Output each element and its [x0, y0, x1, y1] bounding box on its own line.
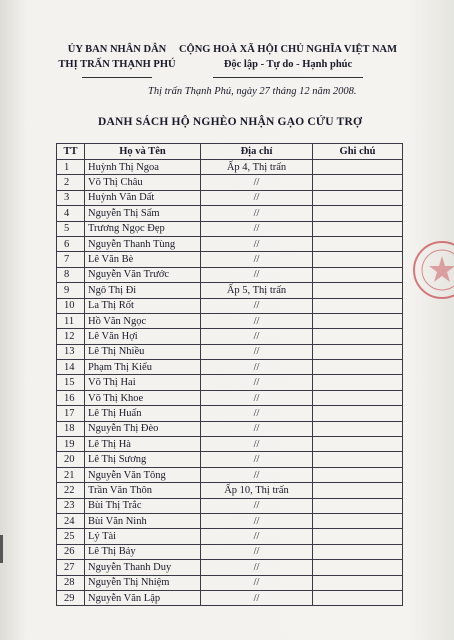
issuer-line-2: THỊ TRẤN THẠNH PHÚ	[58, 59, 176, 70]
row-name: Huỳnh Văn Dất	[85, 190, 201, 205]
row-number: 20	[57, 452, 85, 467]
row-number: 6	[57, 236, 85, 251]
row-number: 2	[57, 175, 85, 190]
col-header-note: Ghi chú	[313, 144, 403, 160]
row-name: Nguyễn Thanh Duy	[85, 560, 201, 575]
table-row	[57, 206, 403, 221]
col-header-name: Họ và Tên	[85, 144, 201, 160]
row-note	[313, 283, 403, 298]
row-name: Võ Thị Khoe	[85, 390, 201, 405]
national-title: CỘNG HOÀ XÃ HỘI CHỦ NGHĨA VIỆT NAM	[178, 44, 398, 55]
row-name: Lê Văn Bè	[85, 252, 201, 267]
row-note	[313, 221, 403, 236]
table-row	[57, 483, 403, 498]
col-header-address: Địa chỉ	[201, 144, 313, 160]
row-number: 16	[57, 390, 85, 405]
row-address: //	[201, 467, 313, 482]
row-note	[313, 360, 403, 375]
row-address: //	[201, 360, 313, 375]
row-number: 24	[57, 513, 85, 528]
row-note	[313, 252, 403, 267]
row-note	[313, 529, 403, 544]
row-note	[313, 267, 403, 282]
row-name: Lê Thị Sương	[85, 452, 201, 467]
row-note	[313, 190, 403, 205]
table-row	[57, 344, 403, 359]
official-seal-stamp	[410, 238, 454, 302]
table-header-row	[57, 144, 403, 160]
row-number: 7	[57, 252, 85, 267]
table-row	[57, 467, 403, 482]
row-name: Nguyễn Thị Nhiệm	[85, 575, 201, 590]
row-address: Ấp 4, Thị trấn	[201, 160, 313, 175]
row-note	[313, 375, 403, 390]
row-number: 23	[57, 498, 85, 513]
row-number: 28	[57, 575, 85, 590]
row-address: //	[201, 544, 313, 559]
row-number: 27	[57, 560, 85, 575]
row-note	[313, 437, 403, 452]
row-note	[313, 513, 403, 528]
row-number: 14	[57, 360, 85, 375]
row-name: Bùi Thị Trắc	[85, 498, 201, 513]
table-row	[57, 452, 403, 467]
row-address: //	[201, 529, 313, 544]
row-address: //	[201, 375, 313, 390]
table-row	[57, 329, 403, 344]
row-note	[313, 421, 403, 436]
row-name: Nguyễn Thị Sấm	[85, 206, 201, 221]
row-address: //	[201, 390, 313, 405]
row-address: //	[201, 421, 313, 436]
document-title: DANH SÁCH HỘ NGHÈO NHẬN GẠO CỨU TRỢ	[98, 116, 363, 128]
row-name: Nguyễn Thanh Tùng	[85, 236, 201, 251]
row-name: Lê Văn Hợi	[85, 329, 201, 344]
row-name: Nguyễn Văn Trước	[85, 267, 201, 282]
row-name: Nguyễn Văn Lập	[85, 590, 201, 605]
row-name: Nguyễn Văn Tông	[85, 467, 201, 482]
row-number: 5	[57, 221, 85, 236]
row-name: Lê Thị Huấn	[85, 406, 201, 421]
table-row	[57, 267, 403, 282]
row-name: Hồ Văn Ngọc	[85, 313, 201, 328]
row-note	[313, 544, 403, 559]
row-note	[313, 175, 403, 190]
motto-underline	[213, 77, 363, 78]
row-note	[313, 313, 403, 328]
table-row	[57, 590, 403, 605]
row-note	[313, 329, 403, 344]
row-number: 18	[57, 421, 85, 436]
table-row	[57, 575, 403, 590]
table-row	[57, 406, 403, 421]
row-address: //	[201, 236, 313, 251]
row-number: 8	[57, 267, 85, 282]
row-address: //	[201, 590, 313, 605]
row-number: 25	[57, 529, 85, 544]
household-table	[56, 143, 403, 606]
row-name: La Thị Rốt	[85, 298, 201, 313]
row-note	[313, 498, 403, 513]
row-number: 19	[57, 437, 85, 452]
row-number: 29	[57, 590, 85, 605]
row-name: Lê Thị Hà	[85, 437, 201, 452]
binder-hole-mark	[0, 535, 3, 563]
date-line: Thị trấn Thạnh Phú, ngày 27 tháng 12 năm 2008.	[148, 86, 357, 97]
row-note	[313, 344, 403, 359]
row-address: Ấp 5, Thị trấn	[201, 283, 313, 298]
row-address: //	[201, 252, 313, 267]
row-name: Lê Thị Nhiều	[85, 344, 201, 359]
row-number: 1	[57, 160, 85, 175]
row-name: Nguyễn Thị Đèo	[85, 421, 201, 436]
row-name: Ngô Thị Đi	[85, 283, 201, 298]
row-note	[313, 206, 403, 221]
row-name: Trần Văn Thôn	[85, 483, 201, 498]
row-address: //	[201, 437, 313, 452]
row-note	[313, 236, 403, 251]
row-note	[313, 406, 403, 421]
row-number: 10	[57, 298, 85, 313]
table-row	[57, 283, 403, 298]
row-note	[313, 452, 403, 467]
row-address: //	[201, 313, 313, 328]
table-row	[57, 544, 403, 559]
row-name: Lý Tài	[85, 529, 201, 544]
table-row	[57, 390, 403, 405]
row-address: //	[201, 498, 313, 513]
row-name: Trương Ngọc Đẹp	[85, 221, 201, 236]
table-row	[57, 560, 403, 575]
issuer-underline	[82, 77, 152, 78]
issuer-header	[52, 42, 182, 78]
row-address: //	[201, 406, 313, 421]
row-number: 26	[57, 544, 85, 559]
row-address: //	[201, 175, 313, 190]
table-row	[57, 437, 403, 452]
row-address: //	[201, 221, 313, 236]
row-note	[313, 560, 403, 575]
table-row	[57, 160, 403, 175]
row-address: //	[201, 560, 313, 575]
row-number: 21	[57, 467, 85, 482]
table-row	[57, 375, 403, 390]
row-address: //	[201, 575, 313, 590]
row-address: //	[201, 452, 313, 467]
row-name: Võ Thị Hai	[85, 375, 201, 390]
row-address: Ấp 10, Thị trấn	[201, 483, 313, 498]
table-row	[57, 298, 403, 313]
row-address: //	[201, 329, 313, 344]
row-address: //	[201, 267, 313, 282]
table-row	[57, 252, 403, 267]
row-address: //	[201, 513, 313, 528]
row-name: Lê Thị Bảy	[85, 544, 201, 559]
row-number: 11	[57, 313, 85, 328]
row-address: //	[201, 190, 313, 205]
row-note	[313, 390, 403, 405]
row-number: 3	[57, 190, 85, 205]
national-header	[174, 42, 402, 78]
row-note	[313, 298, 403, 313]
row-name: Võ Thị Châu	[85, 175, 201, 190]
row-name: Bùi Văn Ninh	[85, 513, 201, 528]
issuer-line-1: ỦY BAN NHÂN DÂN	[67, 44, 167, 55]
national-motto: Độc lập - Tự do - Hạnh phúc	[223, 59, 353, 70]
table-row	[57, 360, 403, 375]
row-note	[313, 483, 403, 498]
row-note	[313, 467, 403, 482]
table-row	[57, 313, 403, 328]
table-row	[57, 498, 403, 513]
row-number: 13	[57, 344, 85, 359]
row-name: Huỳnh Thị Ngoa	[85, 160, 201, 175]
table-row	[57, 529, 403, 544]
row-number: 12	[57, 329, 85, 344]
row-number: 15	[57, 375, 85, 390]
row-note	[313, 160, 403, 175]
table-row	[57, 175, 403, 190]
row-note	[313, 575, 403, 590]
row-note	[313, 590, 403, 605]
table-row	[57, 421, 403, 436]
table-row	[57, 513, 403, 528]
row-number: 17	[57, 406, 85, 421]
row-address: //	[201, 344, 313, 359]
table-row	[57, 190, 403, 205]
table-row	[57, 221, 403, 236]
table-row	[57, 236, 403, 251]
row-number: 4	[57, 206, 85, 221]
row-name: Phạm Thị Kiểu	[85, 360, 201, 375]
col-header-tt: TT	[57, 144, 85, 160]
row-address: //	[201, 298, 313, 313]
row-address: //	[201, 206, 313, 221]
row-number: 9	[57, 283, 85, 298]
row-number: 22	[57, 483, 85, 498]
